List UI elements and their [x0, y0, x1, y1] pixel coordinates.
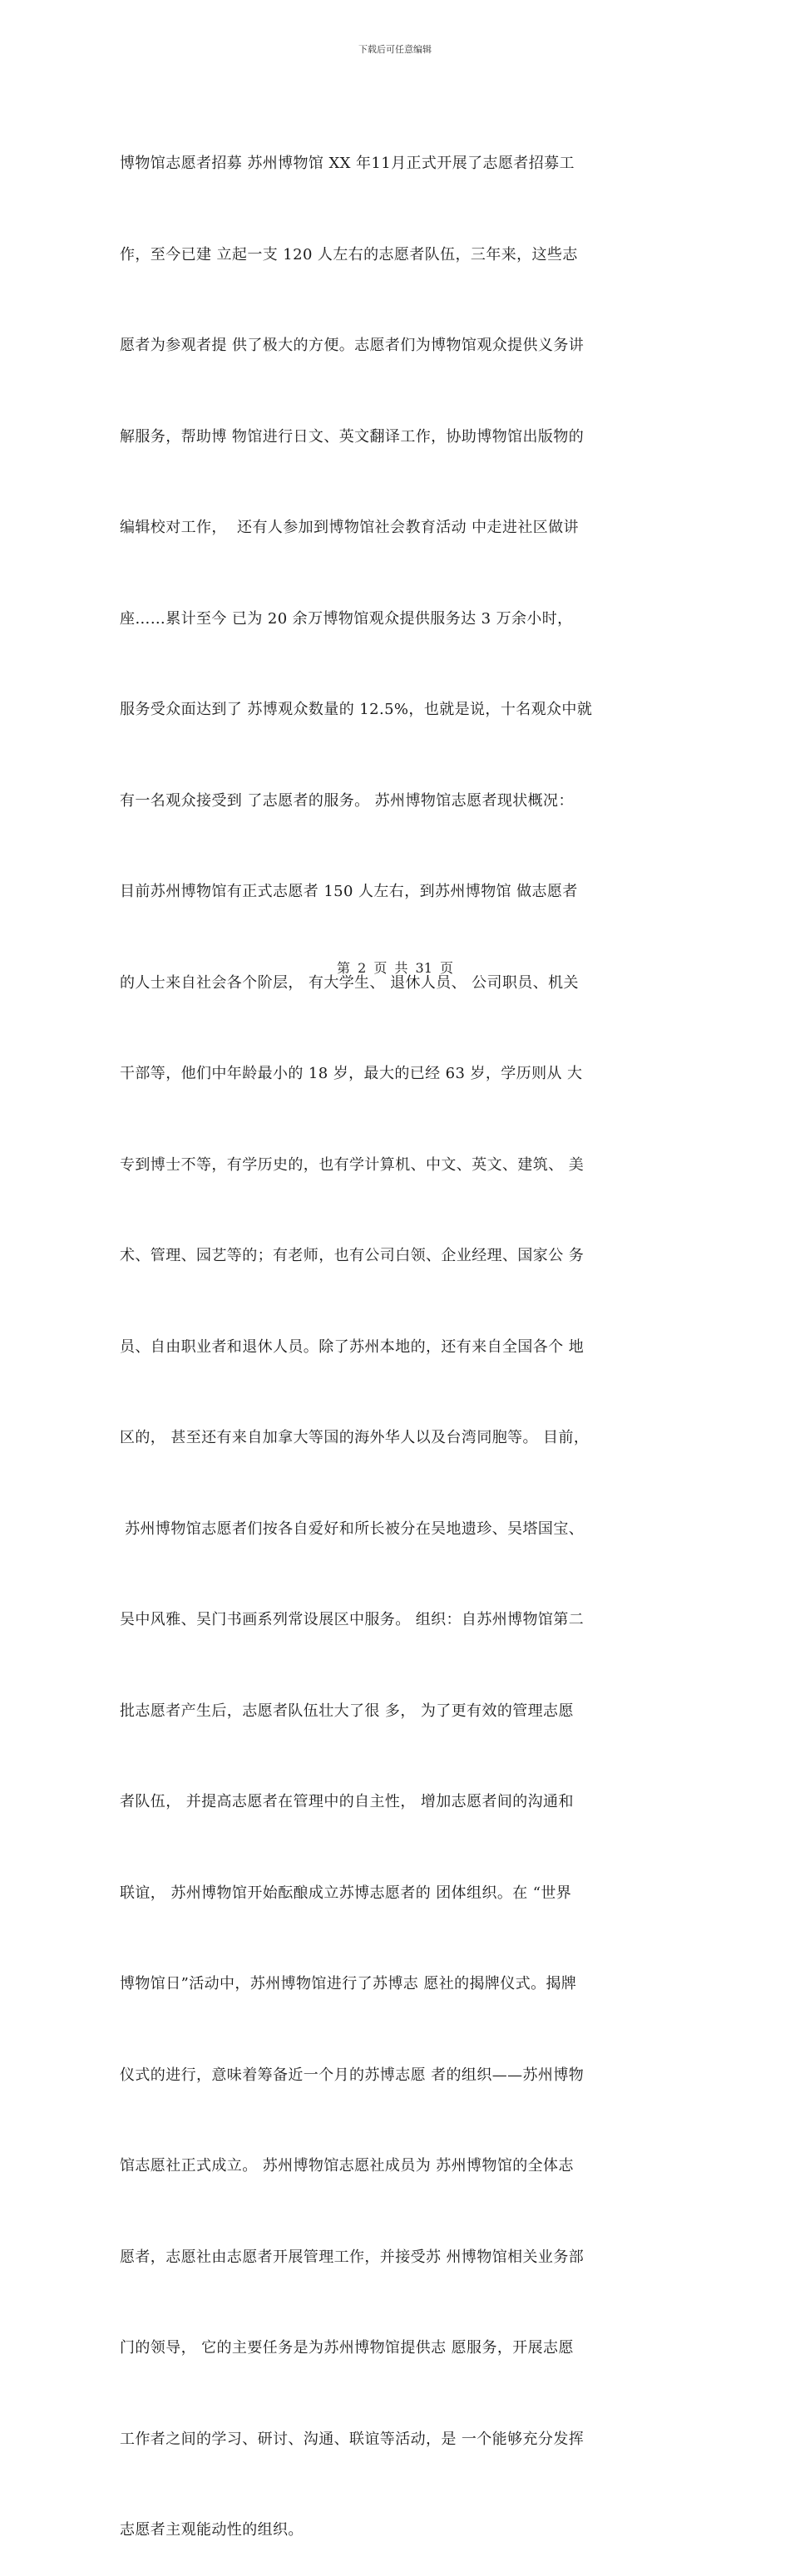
- body-line: 员、自由职业者和退休人员。除了苏州本地的，还有来自全国各个 地: [120, 1337, 585, 1356]
- body-line: 志愿者主观能动性的组织。: [120, 2521, 304, 2539]
- body-line: 博物馆志愿者招募 苏州博物馆 XX 年11月正式开展了志愿者招募工: [120, 155, 575, 172]
- body-line: 有一名观众接受到 了志愿者的服务。 苏州博物馆志愿者现状概况：: [120, 791, 574, 810]
- body-line: 编辑校对工作， 还有人参加到博物馆社会教育活动 中走进社区做讲: [120, 519, 579, 536]
- page-header: 下载后可任意编辑: [358, 44, 432, 55]
- body-line: 解服务，帮助博 物馆进行日文、英文翻译工作，协助博物馆出版物的: [120, 427, 585, 446]
- body-line: 作，至今已建 立起一支 120 人左右的志愿者队伍，三年来，这些志: [120, 245, 578, 264]
- body-line: 批志愿者产生后，志愿者队伍壮大了很 多， 为了更有效的管理志愿: [120, 1702, 574, 1720]
- body-line: 博物馆日”活动中，苏州博物馆进行了苏博志 愿社的揭牌仪式。揭牌: [120, 1975, 577, 1992]
- body-line: 者队伍， 并提高志愿者在管理中的自主性， 增加志愿者间的沟通和: [120, 1793, 574, 1810]
- body-line: 区的， 甚至还有来自加拿大等国的海外华人以及台湾同胞等。 目前，: [120, 1429, 590, 1446]
- body-line: 苏州博物馆志愿者们按各自爱好和所长被分在吴地遗珍、吴塔国宝、: [120, 1519, 585, 1538]
- body-line: 吴中风雅、吴门书画系列常设展区中服务。 组织：自苏州博物馆第二: [120, 1611, 585, 1628]
- document-body: [120, 88, 677, 2576]
- body-line: 愿者，志愿社由志愿者开展管理工作，并接受苏 州博物馆相关业务部: [120, 2248, 585, 2266]
- body-line: 服务受众面达到了 苏博观众数量的 12.5%，也就是说，十名观众中就: [120, 701, 593, 718]
- body-line: 术、管理、园艺等的；有老师，也有公司白领、企业经理、国家公 务: [120, 1247, 585, 1264]
- body-line: 联谊， 苏州博物馆开始酝酿成立苏博志愿者的 团体组织。在 “世界: [120, 1884, 572, 1902]
- body-line: 专到博士不等，有学历史的，也有学计算机、中文、英文、建筑、 美: [120, 1155, 585, 1174]
- body-line: 干部等，他们中年龄最小的 18 岁，最大的已经 63 岁，学历则从 大: [120, 1065, 583, 1082]
- body-line: 愿者为参观者提 供了极大的方便。志愿者们为博物馆观众提供义务讲: [120, 337, 585, 354]
- body-line: 的人士来自社会各个阶层， 有大学生、 退休人员、 公司职员、机关: [120, 973, 579, 992]
- body-line: 馆志愿社正式成立。 苏州博物馆志愿社成员为 苏州博物馆的全体志: [120, 2157, 574, 2175]
- page-number: 第 2 页 共 31 页: [337, 960, 453, 976]
- body-line: 仪式的进行，意味着筹备近一个月的苏博志愿 者的组织——苏州博物: [120, 2066, 585, 2084]
- body-line: 目前苏州博物馆有正式志愿者 150 人左右，到苏州博物馆 做志愿者: [120, 883, 578, 900]
- body-line: 座……累计至今 已为 20 余万博物馆观众提供服务达 3 万余小时，: [120, 609, 573, 628]
- body-line: 工作者之间的学习、研讨、沟通、联谊等活动，是 一个能够充分发挥: [120, 2430, 585, 2448]
- body-line: 门的领导， 它的主要任务是为苏州博物馆提供志 愿服务，开展志愿: [120, 2339, 574, 2357]
